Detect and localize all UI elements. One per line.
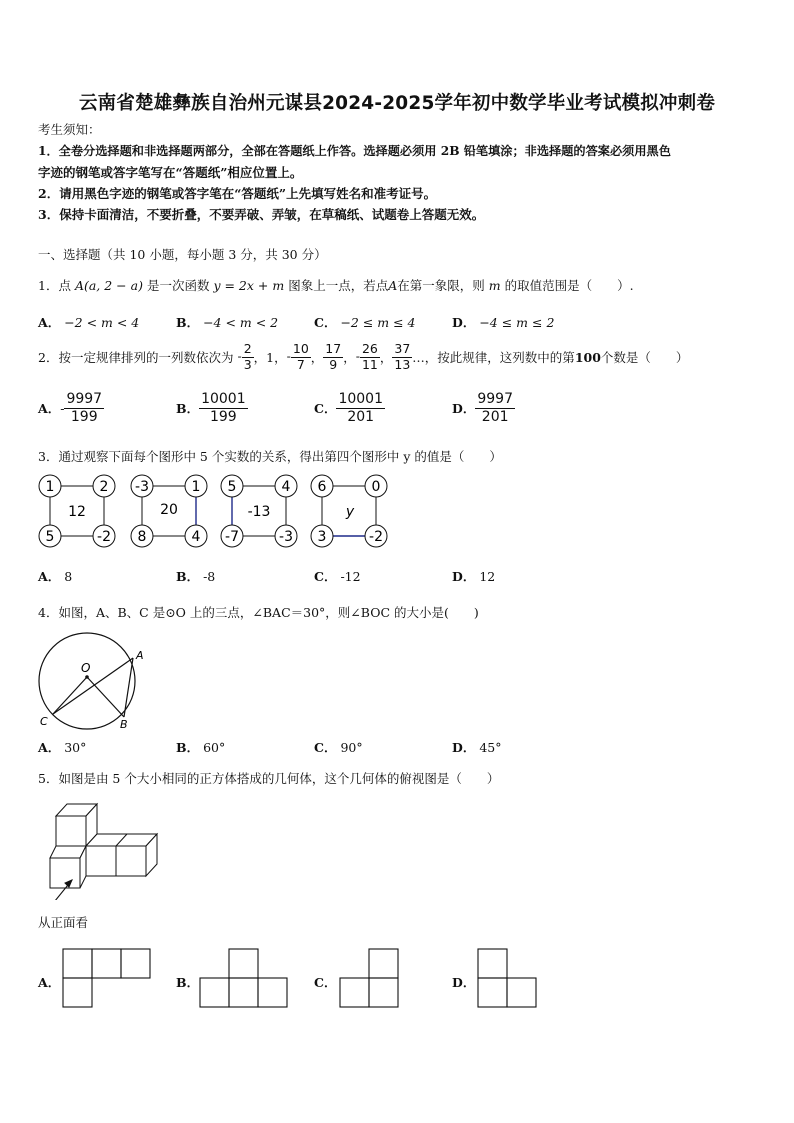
q3-f1-tl: 1 — [45, 479, 55, 495]
q3-option-a[interactable]: A． 8 — [38, 569, 73, 584]
q1-point: A(a, 2 − a) — [74, 278, 143, 293]
q2-text-3: 个数是（ ） — [600, 350, 689, 365]
q3-f3-tr: 4 — [281, 479, 291, 495]
q1-point-a: A — [388, 278, 398, 293]
q2-term-2: 1 — [266, 349, 275, 365]
q3-f2-tr: 1 — [191, 479, 201, 495]
q3-f3-br: -3 — [279, 529, 293, 545]
q3-f4-tr: 0 — [371, 479, 381, 495]
center-point — [85, 675, 89, 679]
q2-number: 2． — [38, 350, 59, 365]
q2-option-b[interactable]: B． $\frac{10001}{199}$ — [176, 391, 246, 425]
q1-m: m — [488, 278, 501, 293]
q2-term-4: $\frac{17}{9}$ — [325, 341, 342, 372]
notice-item-1-line-1: 1．全卷分选择题和非选择题两部分，全部在答题纸上作答。选择题必须用 2B 铅笔填涂；非选择题的答案必须用黑色 — [38, 144, 671, 158]
q4-option-d[interactable]: D． 45° — [452, 740, 502, 755]
q5-option-b-figure[interactable] — [199, 948, 291, 1010]
q3-f2-br: 4 — [191, 529, 201, 545]
q1-text-4: 在第一象限，则 — [397, 278, 485, 293]
q3-figure-3 — [221, 475, 297, 547]
question-3: 3．通过观察下面每个图形中 5 个实数的关系，得出第四个图形中 y 的值是（ ） — [38, 449, 502, 464]
section-heading: 一、选择题（共 10 小题，每小题 3 分，共 30 分） — [38, 247, 327, 262]
q5-option-c-label[interactable]: C． — [314, 975, 337, 990]
notice-item-2: 2．请用黑色字迹的钢笔或答字笔在“答题纸”上先填写姓名和准考证号。 — [38, 186, 437, 201]
q1-text-2: 是一次函数 — [146, 278, 210, 293]
q4-option-c[interactable]: C． 90° — [314, 740, 363, 755]
circle-o — [39, 633, 135, 729]
q3-f1-bl: 5 — [45, 529, 55, 545]
q3-f3-center: -13 — [247, 504, 271, 520]
question-1 — [38, 276, 634, 294]
q1-text: 点 — [58, 278, 71, 293]
notice-item-1-line-2: 字迹的钢笔或答字笔写在“答题纸”相应位置上。 — [38, 165, 303, 180]
question-2: 2． 按一定规律排列的一列数依次为 - $\frac{2}{3}$ ， 1 ， - $\frac{10}{7}$ ， $\frac{17}{9}$ ， - $\frac{26}{11}$ ， $\frac{37}{13}$ …， 按此规律，这列数中的第 100 个数是（ ） — [38, 341, 689, 372]
q1-option-c[interactable]: C． −2 ≤ m ≤ 4 — [314, 315, 416, 330]
q3-option-d[interactable]: D． 12 — [452, 569, 496, 584]
segment-oc — [53, 677, 87, 714]
q1-function: y = 2x + m — [213, 278, 285, 293]
q3-f1-tr: 2 — [99, 479, 109, 495]
q1-number: 1． — [38, 278, 59, 293]
q2-option-a[interactable]: A． - $\frac{9997}{199}$ — [38, 391, 103, 425]
q3-f4-center: y — [345, 504, 355, 520]
q1-text-3: 图象上一点，若点 — [288, 278, 389, 293]
q3-figures — [34, 470, 394, 550]
q2-term-5: - $\frac{26}{11}$ — [355, 341, 378, 372]
q3-figure-1 — [39, 475, 115, 547]
notice-item-3: 3．保持卡面清洁，不要折叠，不要弄破、弄皱，在草稿纸、试题卷上答题无效。 — [38, 207, 485, 222]
label-c: C — [40, 715, 48, 728]
question-5: 5．如图是由 5 个大小相同的正方体搭成的几何体，这个几何体的俯视图是（ ） — [38, 771, 500, 786]
q2-term-3: - $\frac{10}{7}$ — [286, 341, 309, 372]
q2-text-2: 按此规律，这列数中的第 — [437, 350, 575, 365]
q5-option-a-label[interactable]: A． — [38, 975, 61, 990]
q3-f1-center: 12 — [68, 504, 86, 520]
q5-cube-figure — [40, 796, 160, 900]
q4-circle-figure — [34, 628, 154, 732]
q2-n: 100 — [574, 349, 601, 365]
segment-ca — [53, 658, 133, 714]
segment-ob — [87, 677, 124, 717]
q1-text-5: 的取值范围是（ ）. — [504, 278, 634, 293]
q3-f2-center: 20 — [160, 502, 178, 518]
label-a: A — [136, 649, 144, 662]
q3-f2-bl: 8 — [137, 529, 147, 545]
question-4: 4．如图，A、B、C 是⊙O 上的三点，∠BAC＝30°，则∠BOC 的大小是( ) — [38, 605, 479, 620]
segment-ab — [124, 658, 133, 717]
page-title: 云南省楚雄彝族自治州元谋县2024-2025学年初中数学毕业考试模拟冲刺卷 — [78, 93, 716, 114]
q3-f4-tl: 6 — [317, 479, 327, 495]
label-b: B — [120, 718, 128, 731]
q4-option-a[interactable]: A． 30° — [38, 740, 87, 755]
q3-figure-4 — [311, 475, 387, 547]
q3-option-c[interactable]: C． -12 — [314, 569, 361, 584]
q3-figure-2 — [131, 475, 207, 547]
q1-option-b[interactable]: B． −4 < m < 2 — [176, 315, 279, 330]
q3-f2-tl: -3 — [135, 479, 149, 495]
label-o: O — [81, 661, 91, 675]
q2-option-c[interactable]: C． $\frac{10001}{201}$ — [314, 391, 383, 425]
q5-front-view-label: 从正面看 — [38, 915, 89, 930]
q5-option-b-label[interactable]: B． — [176, 975, 200, 990]
q1-option-a[interactable]: A． −2 < m < 4 — [38, 315, 140, 330]
q4-option-b[interactable]: B． 60° — [176, 740, 226, 755]
notice-heading: 考生须知： — [38, 122, 101, 137]
q5-option-a-figure[interactable] — [62, 948, 154, 1010]
q3-f3-tl: 5 — [227, 479, 237, 495]
q2-term-1: - $\frac{2}{3}$ — [237, 341, 252, 372]
q3-option-b[interactable]: B． -8 — [176, 569, 216, 584]
q3-f4-bl: 3 — [317, 529, 327, 545]
q3-f4-br: -2 — [369, 529, 383, 545]
q2-option-d[interactable]: D． $\frac{9997}{201}$ — [452, 391, 513, 425]
q3-f1-br: -2 — [97, 529, 111, 545]
q5-option-c-figure[interactable] — [339, 948, 403, 1010]
q2-text: 按一定规律排列的一列数依次为 — [58, 350, 234, 365]
q5-option-d-label[interactable]: D． — [452, 975, 476, 990]
q3-f3-bl: -7 — [225, 529, 239, 545]
q1-option-d[interactable]: D． −4 ≤ m ≤ 2 — [452, 315, 555, 330]
q5-option-d-figure[interactable] — [477, 948, 541, 1010]
q2-term-6: $\frac{37}{13}$ — [394, 341, 411, 372]
